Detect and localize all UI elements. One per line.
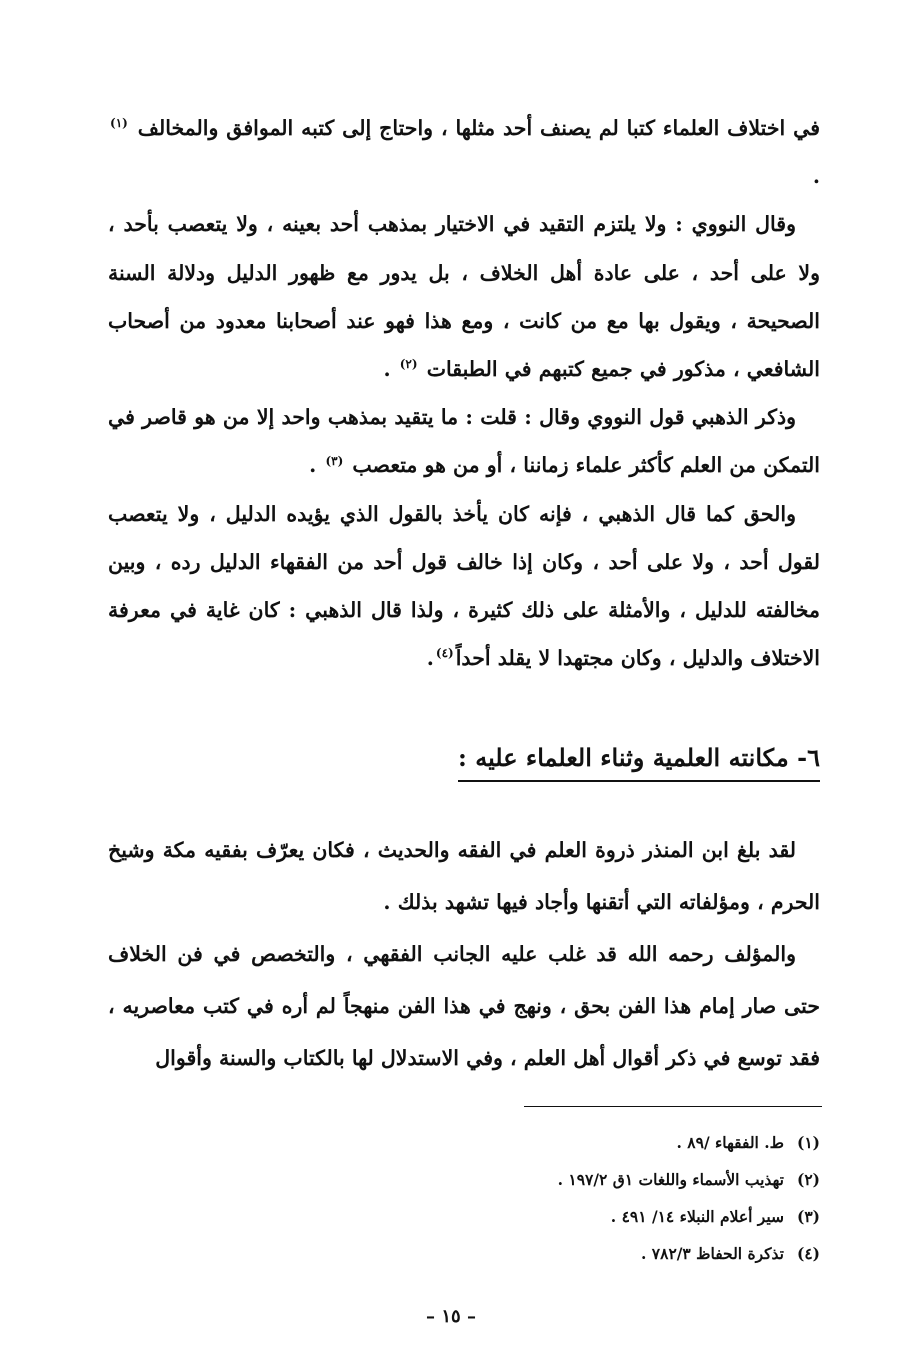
footnote-ref-1: (١) [110,116,128,131]
footnote-text: تهذيب الأسماء واللغات ١ق ١٩٧/٢ . [557,1170,784,1189]
paragraph-6: والمؤلف رحمه الله قد غلب عليه الجانب الفقهي ، والتخصص في فن الخلاف حتى صار إمام هذا الفن بحق ، ونهج في هذا الفن منهجاً لم أره في كتب معاصريه ، فقد توسع في ذكر أقوال أهل العلم ، وفي الاستدلال لها بالكتاب والسنة وأقوال [108,942,820,1070]
paragraph-4 [108,490,820,683]
paragraph-2 [108,200,820,393]
footnote-ref-2: (٢) [399,357,418,372]
footnote-text: ط. الفقهاء /٨٩ . [676,1133,784,1152]
footnote-number: (٢) [796,1170,820,1189]
paragraph-3-text: وذكر الذهبي قول النووي وقال : قلت : ما يتقيد بمذهب واحد إلا من هو قاصر في التمكن من العلم كأكثر علماء زماننا ، أو من هو متعصب [108,405,820,478]
paragraph-4-tail: . [426,646,434,671]
paragraph-1-tail: . [812,164,820,189]
footnote-item [320,1161,820,1198]
footnote-number: (٤) [796,1244,820,1263]
paragraph-2-tail: . [383,357,391,382]
footnote-number: (٣) [796,1207,820,1226]
footnote-ref-3: (٣) [325,453,344,468]
section-heading: ٦- مكانته العلمية وثناء العلماء عليه : [458,738,820,782]
paragraph-1-text: في اختلاف العلماء كتبا لم يصنف أحد مثلها ، واحتاج إلى كتبه الموافق والمخالف [137,116,820,140]
paragraph-3-tail: . [309,453,317,478]
footnote-divider [524,1106,822,1107]
footnote-item [320,1198,820,1235]
footnote-item [320,1124,820,1161]
footnote-ref-4: (٤) [435,646,454,661]
paragraph-1 [108,104,820,200]
footnote-item [320,1235,820,1272]
paragraph-3 [108,393,820,489]
footnote-text: تذكرة الحفاظ ٧٨٢/٣ . [641,1244,784,1263]
paragraph-5: لقد بلغ ابن المنذر ذروة العلم في الفقه والحديث ، فكان يعرّف بفقيه مكة وشيخ الحرم ، ومؤلفاته التي أتقنها وأجاد فيها تشهد بذلك . [108,838,820,914]
footnote-text: سير أعلام النبلاء ١٤/ ٤٩١ . [610,1207,784,1226]
footnote-number: (١) [796,1133,820,1152]
footnotes-list [320,1124,820,1272]
paragraph-4-text: والحق كما قال الذهبي ، فإنه كان يأخذ بالقول الذي يؤيده الدليل ، ولا يتعصب لقول أحد ، ولا على أحد ، وكان إذا خالف قول أحد من الفقهاء الدليل رده ، وبين مخالفته للدليل ، والأمثلة على ذلك كثيرة ، ولذا قال الذهبي : كان غاية في معرفة الاختلاف والدليل ، وكان مجتهدا لا يقلد أحداً [108,501,820,671]
page-number: – ١٥ – [426,1306,476,1327]
second-text-block [108,824,820,1084]
main-text-block [108,104,820,682]
paragraph-2-text: وقال النووي : ولا يلتزم التقيد في الاختيار بمذهب أحد بعينه ، ولا يتعصب بأحد ، ولا على أحد ، على عادة أهل الخلاف ، بل يدور مع ظهور الدليل ودلالة السنة الصحيحة ، ويقول بها مع من كانت ، ومع هذا فهو عند أصحابنا معدود من أصحاب الشافعي ، مذكور في جميع كتبهم في الطبقات [108,212,820,382]
